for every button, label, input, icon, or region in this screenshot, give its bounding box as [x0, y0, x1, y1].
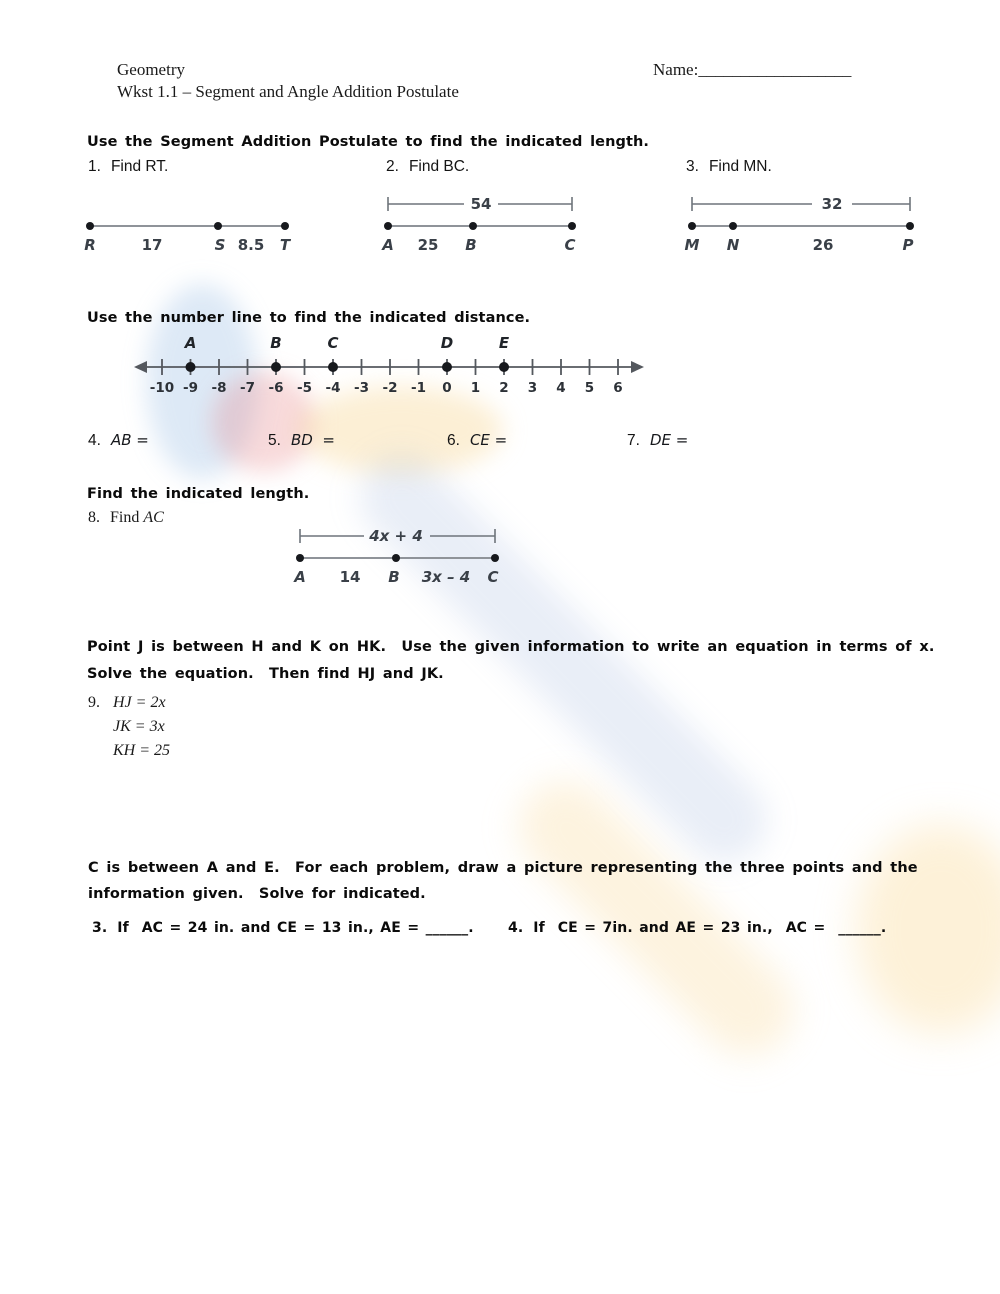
tick-label: -7 — [240, 380, 255, 396]
point-label: B — [388, 568, 400, 586]
draw-problem-3-text: If AC = 24 in. and CE = 13 in., AE = ______. — [117, 920, 474, 936]
tick-label: -4 — [325, 380, 341, 396]
point-label: C — [487, 568, 499, 586]
name-label: Name: — [653, 60, 699, 79]
total-length-label: 54 — [470, 195, 492, 213]
problem-6-number: 6. — [447, 432, 460, 449]
problem-4 — [88, 431, 149, 450]
measure-label: 8.5 — [237, 236, 265, 254]
draw-problem-3 — [92, 920, 474, 936]
problem-7-prompt: DE = — [649, 431, 689, 449]
point-label: C — [564, 236, 576, 254]
length-section-heading: Find the indicated length. — [87, 486, 310, 502]
tick-label: -1 — [411, 380, 426, 396]
problem-8 — [88, 509, 164, 527]
tick-label: -5 — [297, 380, 312, 396]
course-label: Geometry — [117, 60, 185, 79]
problem-8-number: 8. — [88, 509, 100, 526]
segment-diagram-mnp — [684, 190, 918, 258]
draw-problem-3-number: 3. — [92, 920, 108, 936]
numberline-point-label: D — [440, 334, 454, 352]
problem-4-prompt: AB = — [110, 431, 149, 449]
numberline-point-label: A — [184, 334, 197, 352]
tick-label: -9 — [183, 380, 198, 396]
point-label: R — [84, 236, 96, 254]
measure-label: 14 — [339, 568, 361, 586]
watermark-band — [343, 438, 784, 879]
point-label: T — [279, 236, 291, 254]
problem-9-number: 9. — [88, 694, 100, 711]
problem-3-prompt: Find MN. — [708, 158, 772, 175]
numberline-point-label: E — [498, 334, 510, 352]
tick-label: 6 — [613, 380, 623, 396]
segment-diagram-abc-algebra — [292, 522, 504, 590]
segment-diagram-abc — [380, 190, 580, 258]
measure-label: 17 — [141, 236, 163, 254]
measure-label: 3x – 4 — [421, 568, 471, 586]
problem-9-equation-2: JK = 3x — [113, 718, 165, 735]
problem-7-number: 7. — [627, 432, 640, 449]
name-blank: __________________ — [698, 60, 852, 79]
segment-section-heading: Use the Segment Addition Postulate to find the indicated length. — [87, 134, 650, 150]
draw-section-line1: C is between A and E. For each problem, draw a picture representing the three points and the — [88, 860, 918, 876]
watermark-band — [500, 762, 813, 1075]
problem-5-prompt: BD = — [290, 431, 335, 449]
problem-3 — [686, 158, 772, 176]
measure-label: 26 — [812, 236, 834, 254]
point-label: M — [684, 236, 700, 254]
tick-label: 2 — [499, 380, 509, 396]
problem-8-verb: Find — [110, 509, 140, 526]
total-length-label: 32 — [821, 195, 843, 213]
point-label: A — [382, 236, 394, 254]
total-length-label: 4x + 4 — [369, 527, 423, 545]
point-label: A — [294, 568, 306, 586]
equation-section-line2: Solve the equation. Then find HJ and JK. — [87, 666, 444, 682]
measure-label: 25 — [417, 236, 439, 254]
numberline-point-label: C — [327, 334, 339, 352]
problem-1-prompt: Find RT. — [110, 158, 169, 175]
numberline-point-label: B — [270, 334, 282, 352]
number-line — [130, 330, 690, 400]
draw-problem-4 — [508, 920, 886, 936]
problem-9-equation-3: KH = 25 — [113, 742, 171, 759]
tick-label: -3 — [354, 380, 369, 396]
problem-1-number: 1. — [88, 158, 101, 175]
problem-8-prompt — [110, 509, 164, 527]
problem-5 — [268, 431, 335, 450]
tick-label: 3 — [527, 380, 538, 396]
problem-8-target: AC — [143, 509, 164, 526]
tick-label: 4 — [556, 380, 566, 396]
name-line — [653, 60, 851, 80]
tick-label: 5 — [584, 380, 595, 396]
problem-2-prompt: Find BC. — [408, 158, 470, 175]
problem-4-number: 4. — [88, 432, 101, 449]
tick-label: 0 — [442, 380, 452, 396]
point-label: S — [214, 236, 226, 254]
problem-2-number: 2. — [386, 158, 399, 175]
tick-label: -2 — [382, 380, 398, 396]
tick-label: -6 — [268, 380, 284, 396]
point-label: P — [902, 236, 914, 254]
tick-label: 1 — [470, 380, 481, 396]
segment-diagram-rst — [82, 212, 297, 258]
problem-1 — [88, 158, 168, 176]
draw-problem-4-text: If CE = 7in. and AE = 23 in., AC = ______. — [533, 920, 887, 936]
point-label: B — [465, 236, 477, 254]
worksheet-title: Wkst 1.1 – Segment and Angle Addition Postulate — [117, 82, 459, 101]
tick-label: -10 — [149, 380, 175, 396]
problem-2 — [386, 158, 469, 176]
problem-6 — [447, 431, 507, 450]
draw-problem-4-number: 4. — [508, 920, 524, 936]
tick-label: -8 — [211, 380, 227, 396]
point-label: N — [726, 236, 740, 254]
problem-3-number: 3. — [686, 158, 699, 175]
problem-9-equation-1: HJ = 2x — [113, 694, 166, 711]
draw-section-line2: information given. Solve for indicated. — [88, 886, 426, 902]
problem-5-number: 5. — [268, 432, 281, 449]
equation-section-line1: Point J is between H and K on HK. Use the given information to write an equation in terms of x. — [87, 639, 935, 655]
problem-6-prompt: CE = — [469, 431, 508, 449]
problem-7 — [627, 431, 688, 450]
numberline-section-heading: Use the number line to find the indicated distance. — [87, 310, 531, 326]
